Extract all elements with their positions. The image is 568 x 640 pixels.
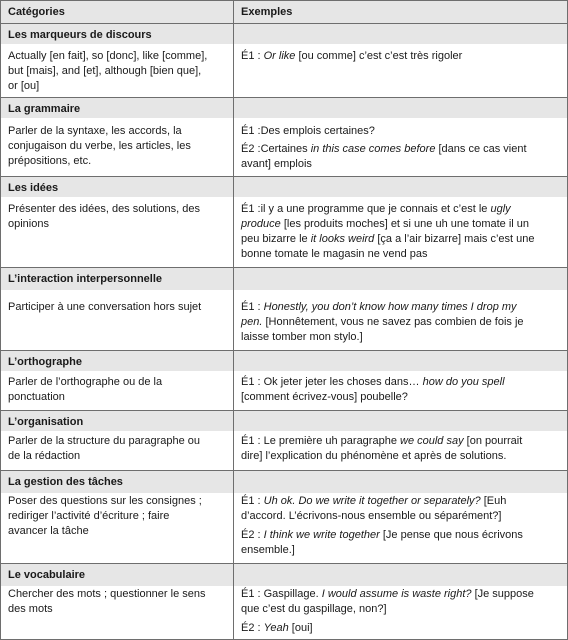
example-text: [Euh d’accord. L’écrivons-nous ensemble ou séparément?] (241, 495, 507, 522)
example-text: É1 : Le première uh paragraphe (241, 435, 400, 447)
section-title: La gestion des tâches (8, 476, 123, 488)
example-text: [Honnêtement, vous ne savez pas combien de fois je laisse tomber mon stylo.] (241, 316, 524, 343)
english-phrase: I think we write together (263, 529, 380, 541)
category-description: Actually [en fait], so [donc], like [comme], but [mais], and [et], although [bien que], or [ou] (8, 50, 208, 92)
example-utterance (241, 528, 561, 558)
example-text: É1 :il y a une programme que je connais et c’est le (241, 203, 491, 215)
example-utterance (241, 494, 561, 524)
section-title: Les idées (8, 182, 59, 194)
english-phrase: we could say (400, 435, 464, 447)
category-description: Participer à une conversation hors sujet (8, 301, 202, 313)
section-title: La grammaire (8, 103, 81, 115)
header-categories: Catégories (8, 6, 65, 18)
example-utterance (241, 434, 561, 464)
section-title: Le vocabulaire (8, 569, 86, 581)
example-text: É1 : (241, 50, 264, 62)
section-header-row-5 (1, 350, 567, 371)
example-utterance (241, 375, 561, 405)
example-text: É2 : (241, 529, 264, 541)
header-column-divider (233, 1, 234, 23)
example-text: É1 : (241, 301, 264, 313)
example-utterance (241, 142, 561, 172)
example-text: [dans ce cas vient avant] emplois (241, 143, 527, 170)
example-text: É1 : (241, 495, 264, 507)
category-description: Parler de l’orthographe ou de la ponctuation (8, 376, 163, 403)
example-text: [les produits moches] et si une uh une tomate il un peu bizarre le (241, 218, 530, 245)
english-phrase: how do you spell (422, 376, 505, 388)
section-header-row-1 (1, 23, 567, 44)
example-utterance (241, 300, 561, 345)
example-text: É1 :Des emplois certaines? (241, 125, 375, 137)
column-divider (233, 470, 234, 563)
section-header-row-2 (1, 97, 567, 118)
example-text: [ça a l’air bizarre] mais c’est une bonne tomate le magasin ne vend pas (241, 233, 535, 260)
section-title: L’organisation (8, 416, 84, 428)
category-description: Parler de la syntaxe, les accords, la conjugaison du verbe, les articles, les prépositions, etc. (8, 125, 191, 167)
example-text: É1 : Ok jeter jeter les choses dans… (241, 376, 423, 388)
category-description: Présenter des idées, des solutions, des opinions (8, 203, 201, 230)
section-header-row-4 (1, 267, 567, 290)
column-divider (233, 350, 234, 410)
example-text: [Je suppose que c’est du gaspillage, non?] (241, 588, 534, 615)
example-text: É1 : Gaspillage. (241, 588, 322, 600)
example-utterance (241, 202, 561, 262)
category-description: Chercher des mots ; questionner le sens des mots (8, 588, 206, 615)
english-phrase: ugly produce (241, 203, 511, 230)
column-divider (233, 97, 234, 176)
example-text: [Je pense que nous écrivons ensemble.] (241, 529, 523, 556)
english-phrase: it looks weird (310, 233, 375, 245)
section-title: L’orthographe (8, 356, 82, 368)
section-title: L’interaction interpersonnelle (8, 273, 163, 285)
example-utterance (241, 124, 561, 139)
column-divider (233, 563, 234, 639)
example-text: É2 : (241, 622, 264, 634)
english-phrase: I would assume is waste right? (321, 588, 472, 600)
column-divider (233, 267, 234, 350)
example-text: [on pourrait dire] l’explication du phénomène et après de solutions. (241, 435, 523, 462)
example-text: [comment écrivez-vous] poubelle? (241, 391, 408, 403)
column-divider (233, 176, 234, 267)
example-utterance (241, 621, 561, 636)
table-header (1, 1, 567, 23)
section-header-row-8 (1, 563, 567, 586)
example-utterance (241, 587, 561, 617)
section-header-row-6 (1, 410, 567, 431)
english-phrase: Uh ok. Do we write it together or separately? (263, 495, 481, 507)
column-divider (233, 23, 234, 97)
section-header-row-3 (1, 176, 567, 197)
example-text: [ou comme] c’est c’est très rigoler (295, 50, 463, 62)
category-description: Poser des questions sur les consignes ; rediriger l’activité d’écriture ; faire avancer la tâche (8, 495, 202, 537)
section-header-row-7 (1, 470, 567, 493)
example-utterance (241, 49, 561, 64)
category-description: Parler de la structure du paragraphe ou de la rédaction (8, 435, 201, 462)
column-divider (233, 410, 234, 470)
example-text: [oui] (288, 622, 313, 634)
english-phrase: Honestly, you don’t know how many times I drop my pen. (241, 301, 517, 328)
english-phrase: Yeah (263, 622, 289, 634)
header-examples: Exemples (241, 6, 293, 18)
english-phrase: Or like (263, 50, 296, 62)
example-text: É2 :Certaines (241, 143, 311, 155)
section-title: Les marqueurs de discours (8, 29, 152, 41)
english-phrase: in this case comes before (310, 143, 436, 155)
